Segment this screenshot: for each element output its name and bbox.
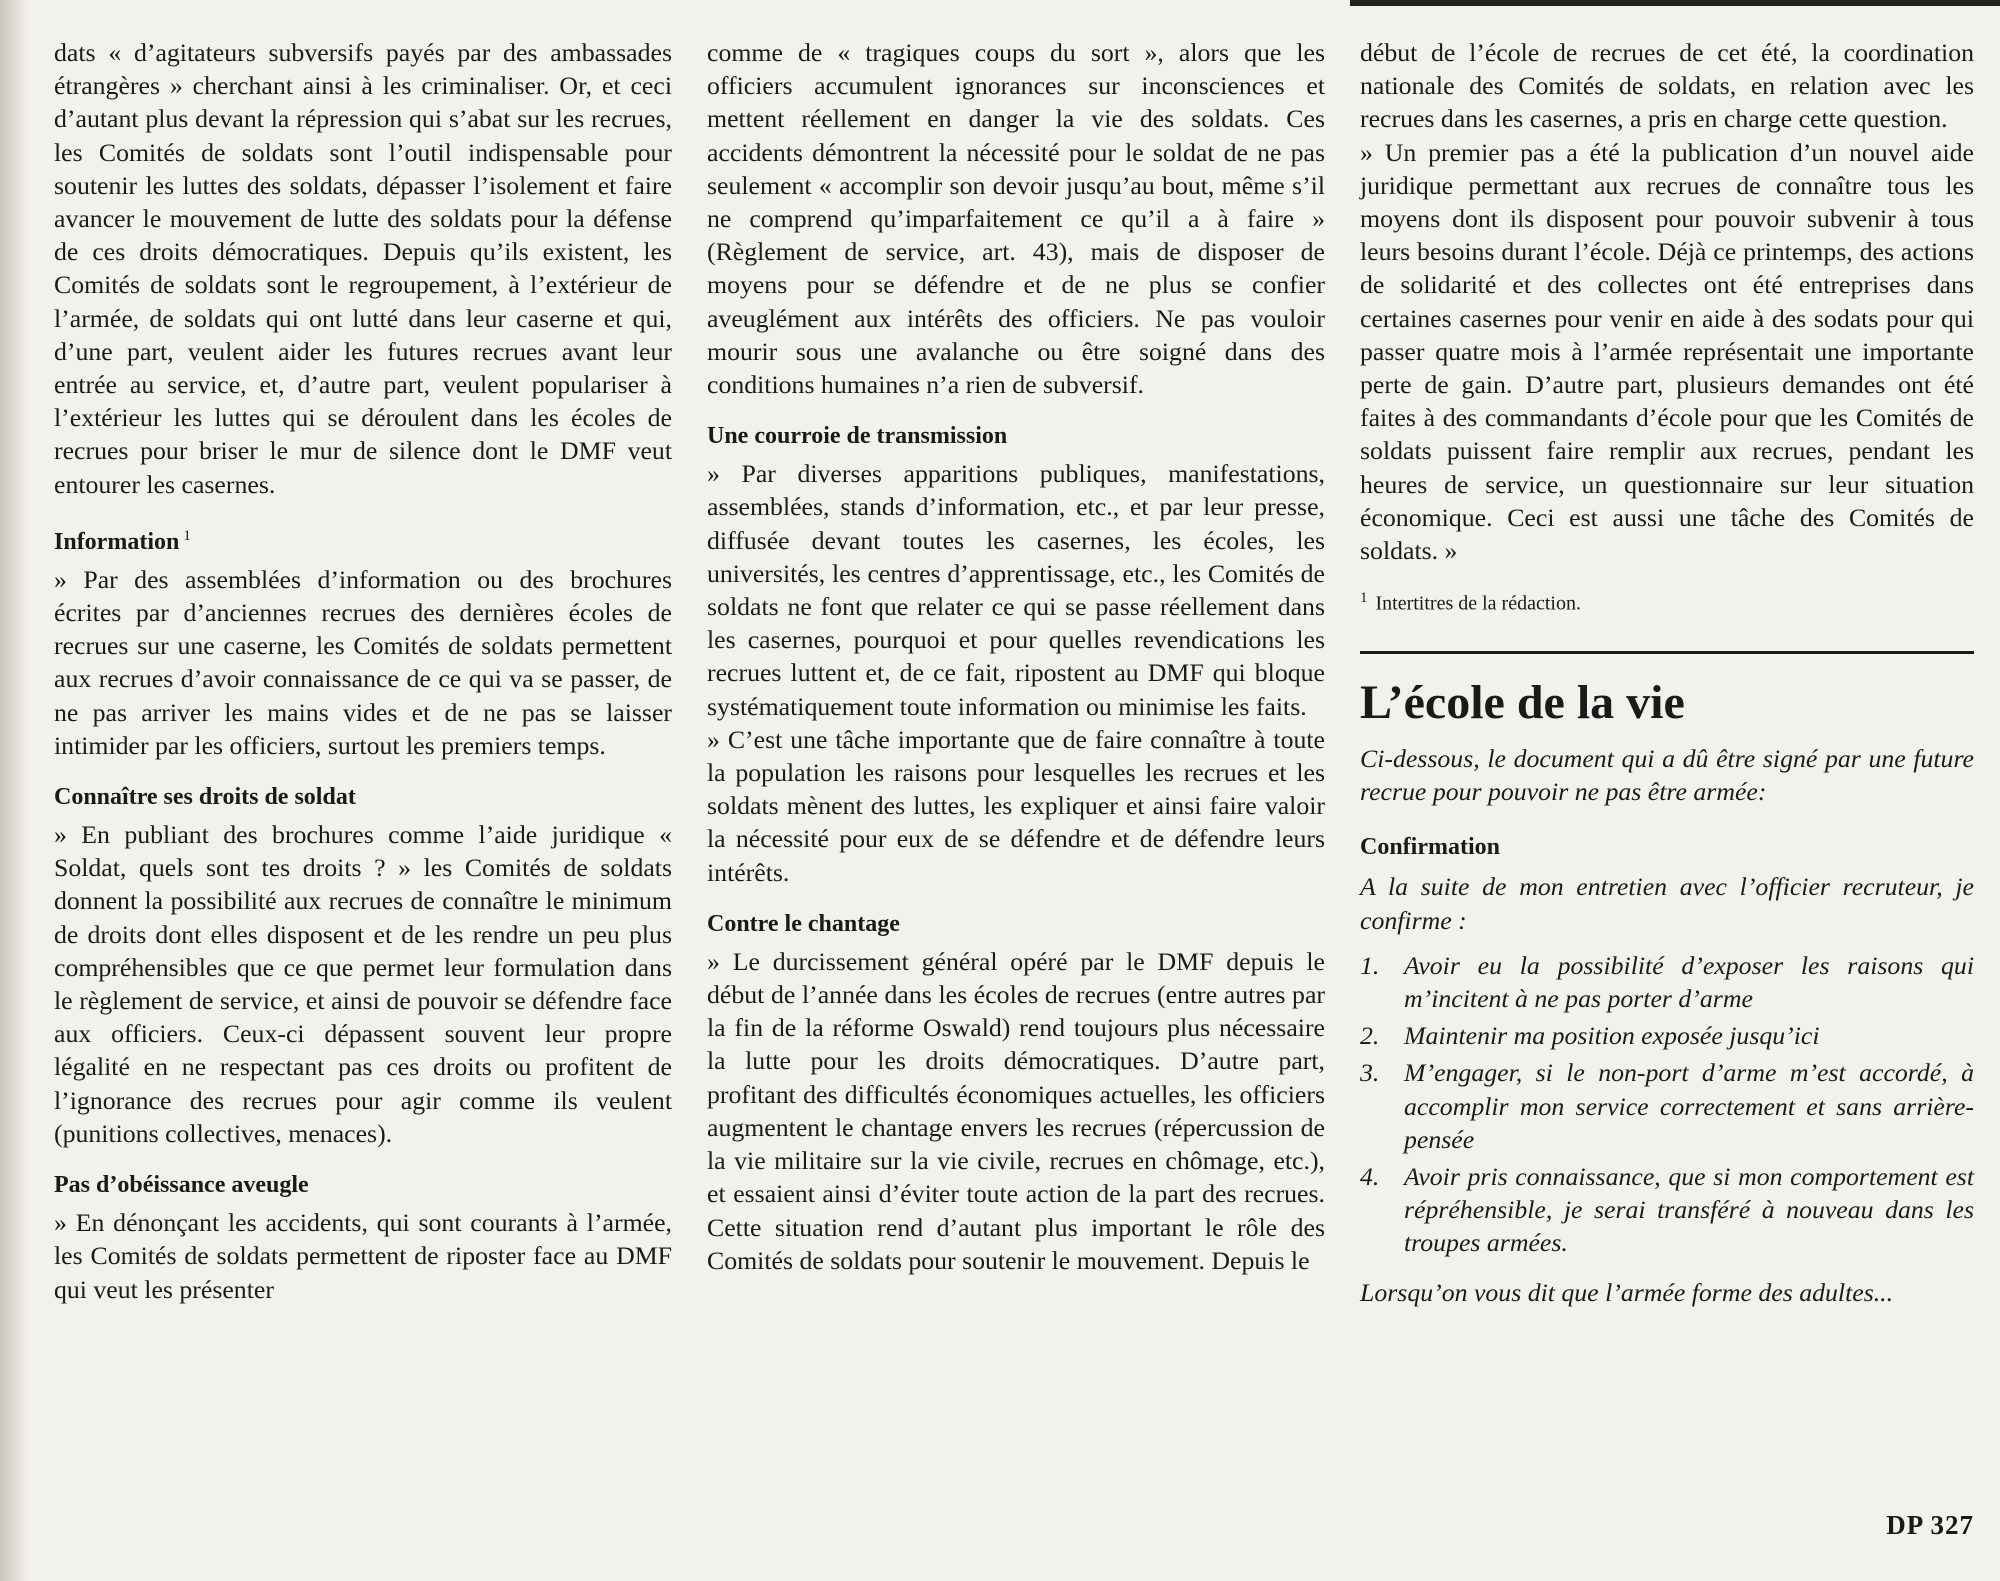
footnote-number: 1	[1360, 590, 1368, 607]
top-rule	[1350, 0, 2000, 6]
page-edge-shadow	[0, 0, 28, 1581]
closing-line: Lorsqu’on vous dit que l’armée forme des adultes...	[1360, 1277, 1894, 1307]
column-3	[1360, 36, 1974, 1309]
list-item	[1360, 949, 1974, 1015]
paragraph: » Par diverses apparitions publiques, manifestations, assemblées, stands d’information, etc., et par leur presse, diffusée devant toutes les casernes, les écoles, les universités, les centres d’apprentissage, etc., les Comités de soldats ne font que relater ce qui se passe réellement dans les casernes, pourquoi et pour quelles revendications les recrues luttent et, de ce fait, ripostent au DMF qui bloque systématiquement toute information ou minimise les faits.	[707, 459, 1325, 721]
subheading-droits: Connaître ses droits de soldat	[54, 784, 356, 811]
item-text: M’engager, si le non-port d’arme m’est accordé, à accomplir mon service correctement et sans arrière-pensée	[1404, 1058, 1974, 1154]
subheading-text: Information	[54, 528, 180, 555]
item-text: Avoir pris connaissance, que si mon comportement est répréhensible, je serai transféré à nouveau dans les troupes armées.	[1404, 1161, 1974, 1258]
footnote-marker: 1	[183, 527, 191, 544]
paragraph: » Un premier pas a été la publication d’un nouvel aide juridique permettant aux recrues de connaître tous les moyens dont ils disposent pour pouvoir subvenir à tous leurs besoins durant l’école. Déjà ce printemps, des actions de solidarité et des collectes ont été entreprises dans certaines casernes pour venir en aide à des sodats pour qui passer quatre mois à l’armée représentait une importante perte de gain. D’autre part, plusieurs demandes ont été faites à des commandants d’école pour que les Comités de soldats puissent faire remplir aux recrues, pendant les heures de service, un questionnaire sur leur situation économique. Ceci est aussi une tâche des Comités de soldats. »	[1360, 137, 1974, 566]
footnote-text: Intertitres de la rédaction.	[1375, 592, 1581, 615]
section-divider	[1360, 651, 1974, 654]
subheading-information	[54, 521, 672, 557]
list-item	[1360, 1160, 1974, 1260]
article-intro: Ci-dessous, le document qui a dû être signé par une future recrue pour pouvoir ne pas être armée:	[1360, 743, 1974, 807]
footnote	[1360, 585, 1974, 617]
subheading-chantage: Contre le chantage	[707, 910, 900, 937]
paragraph: » Par des assemblées d’information ou des brochures écrites par d’anciennes recrues des dernières écoles de recrues sur une caserne, les Comités de soldats permettent aux recrues d’avoir connaissance de ce qui va se passer, de ne pas arriver les mains vides et de ne pas se laisser intimider par les officiers, surtout les premiers temps.	[54, 564, 672, 760]
paragraph: » Le durcissement général opéré par le DMF depuis le début de l’année dans les écoles de recrues (entre autres par la fin de la réforme Oswald) rend toujours plus nécessaire la lutte pour les droits démocratiques. D’autre part, profitant des difficultés économiques actuelles, les officiers augmentent le chantage envers les recrues (répercussion de la vie militaire sur la vie civile, recrues en chômage, etc.), et essaient ainsi d’éviter toute action de la part des recrues. Cette situation rend d’autant plus important le rôle des Comités de soldats pour soutenir le mouvement. Depuis le	[707, 946, 1325, 1275]
list-item	[1360, 1019, 1974, 1052]
subheading-obeissance: Pas d’obéissance aveugle	[54, 1172, 309, 1199]
paragraph: » En publiant des brochures comme l’aide juridique « Soldat, quels sont tes droits ? » les Comités de soldats donnent la possibilité aux recrues de connaître le minimum de droits dont elles disposent et de les rendre un peu plus compréhensibles que ce que permet leur formulation dans le règlement de service, et ainsi de pouvoir se défendre face aux officiers. Ceux-ci dépassent souvent leur propre légalité en ne respectant pas ces droits ou profitent de l’ignorance des recrues pour agir comme ils veulent (punitions collectives, menaces).	[54, 820, 672, 1148]
paragraph: » C’est une tâche importante que de faire connaître à toute la population les raisons pour lesquelles les recrues et les soldats mènent des luttes, les expliquer et ainsi faire valoir la nécessité pour eux de se défendre et de défendre leurs intérêts.	[707, 724, 1325, 887]
paragraph: » En dénonçant les accidents, qui sont courants à l’armée, les Comités de soldats permettent de riposter face au DMF qui veut les présenter	[54, 1208, 672, 1304]
item-text: Maintenir ma position exposée jusqu’ici	[1404, 1021, 1820, 1051]
confirmation-lead: A la suite de mon entretien avec l’officier recruteur, je confirme :	[1360, 872, 1974, 935]
column-1	[54, 36, 672, 1306]
paragraph: début de l’école de recrues de cet été, la coordination nationale des Comités de soldats, en relation avec les recrues dans les casernes, a pris en charge cette question.	[1360, 38, 1974, 134]
item-number: 4.	[1360, 1161, 1380, 1191]
item-number: 1.	[1360, 950, 1380, 980]
article-headline: L’école de la vie	[1360, 675, 1685, 729]
list-item	[1360, 1056, 1974, 1156]
item-text: Avoir eu la possibilité d’exposer les raisons qui m’incitent à ne pas porter d’arme	[1404, 950, 1974, 1013]
confirmation-list	[1360, 949, 1974, 1260]
paragraph: comme de « tragiques coups du sort », alors que les officiers accumulent ignorances sur inconsciences et mettent réellement en danger la vie des soldats. Ces accidents démontrent la nécessité pour le soldat de ne pas seulement « accomplir son devoir jusqu’au bout, même s’il ne comprend qu’imparfaitement ce qu’il a à faire » (Règlement de service, art. 43), mais de disposer de moyens pour se défendre et de ne plus se confier aveuglément aux intérêts des officiers. Ne pas vouloir mourir sous une avalanche ou être soigné dans des conditions humaines n’a rien de subversif.	[707, 38, 1325, 400]
subheading-confirmation: Confirmation	[1360, 834, 1500, 861]
column-2	[707, 36, 1325, 1277]
item-number: 2.	[1360, 1021, 1380, 1051]
subheading-courroie: Une courroie de transmission	[707, 423, 1008, 450]
paragraph: dats « d’agitateurs subversifs payés par des ambassades étrangères » cherchant ainsi à les criminaliser. Or, et ceci d’autant plus devant la répression qui s’abat sur les recrues, les Comités de soldats sont l’outil indispensable pour soutenir les luttes des soldats, dépasser l’isolement et faire avancer le mouvement de lutte des soldats pour la défense de ces droits démocratiques. Depuis qu’ils existent, les Comités de soldats sont le regroupement, à l’extérieur de l’armée, de soldats qui ont lutté dans leur caserne et qui, d’une part, veulent aider les futures recrues avant leur entrée au service, et, d’autre part, veulent populariser à l’extérieur les luttes qui se déroulent dans les écoles de recrues pour briser le mur de silence dont le DMF veut entourer les casernes.	[54, 38, 672, 499]
item-number: 3.	[1360, 1058, 1380, 1088]
page-number: DP 327	[1886, 1510, 1974, 1540]
